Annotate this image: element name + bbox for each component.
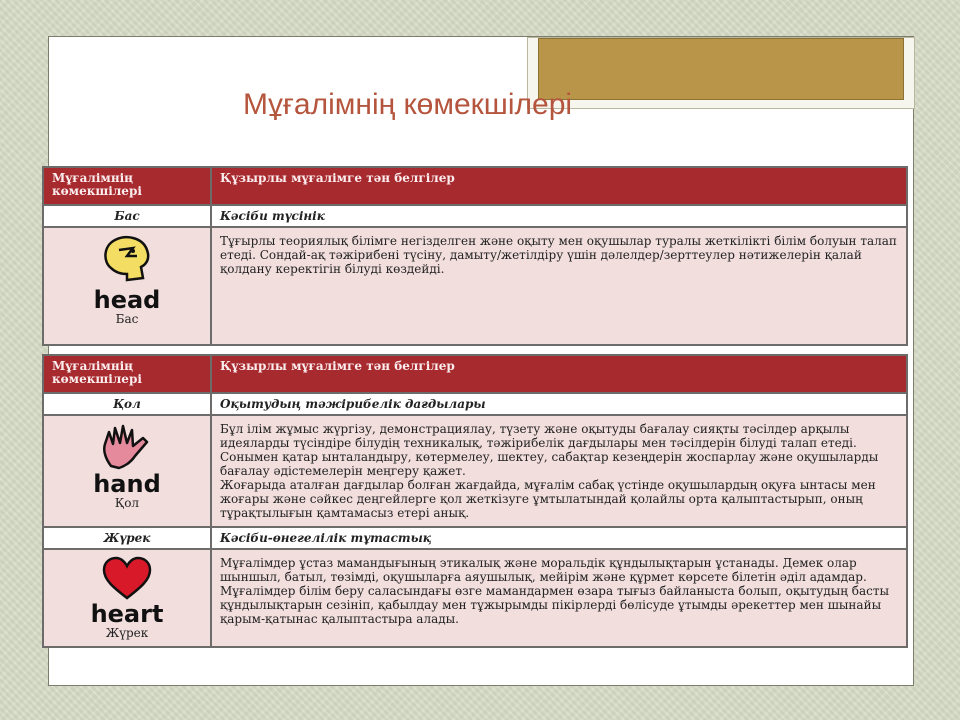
- row-label: Жүрек: [43, 527, 211, 549]
- row-heading: Кәсіби-өнегелілік тұтастық: [211, 527, 907, 549]
- table-row: [43, 393, 907, 415]
- icon-cell: [43, 415, 211, 527]
- table-row: [43, 227, 907, 345]
- header-helpers: Мұғалімнің көмекшілері: [43, 355, 211, 393]
- row-heading: Кәсіби түсінік: [211, 205, 907, 227]
- competence-table-head: [42, 166, 908, 346]
- icon-word: heart: [90, 600, 164, 628]
- icon-word: hand: [93, 470, 161, 498]
- competence-table-hand-heart: [42, 354, 908, 648]
- icon-cell: [43, 549, 211, 647]
- row-label: Қол: [43, 393, 211, 415]
- table-header-row: [43, 355, 907, 393]
- row-text: Мұғалімдер ұстаз мамандығының этикалық және моральдік құндылықтарын ұстанады. Демек олар шыншыл, батыл, төзімді, оқушыларға аяушылық, мейірім және құрмет көрсете білетін әділ адамдар. Мұғалімдер білім беру саласындағы өзге мамандармен өзара тығыз байланыста болып, оқытудың басты құндылықтарын сезініп, қабылдау мен тұжырымды пікірлерді бөлісуде ұтымды әрекеттер мен шынайы қарым-қатынас қалыптастыра алады.: [211, 549, 907, 647]
- row-text: Тұғырлы теориялық білімге негізделген және оқыту мен оқушылар туралы жеткілікті білім болуын талап етеді. Сондай-ақ тәжірибені түсіну, дамыту/жетілдіру үшін дәлелдер/зерттеулер нәтижелерін қалай қолдану керектігін білуді көздейді.: [211, 227, 907, 345]
- slide-title: Мұғалімнің көмекшілері: [243, 88, 573, 121]
- hand-icon: [97, 422, 157, 470]
- decorative-frame: [527, 37, 915, 109]
- table-row: [43, 415, 907, 527]
- decorative-gold-bar: [538, 38, 904, 100]
- row-text: Бұл ілім жұмыс жүргізу, демонстрациялау, түзету және оқытуды бағалау сияқты тәсілдер арқылы идеяларды түсіндіре білудің техникалық, тәжірибелік дағдылары мен тәсілдерін білуді талап етеді. Сонымен қатар ынталандыру, көтермелеу, шектеу, сабақтар кезеңдерін жоспарлау және оқушыларды бағалау әдістемелерін меңгеру қажет. Жоғарыда аталған дағдылар болған жағдайда, мұғалім сабақ үстінде оқушылардың оқуға ынтасы мен жоғары және сәйкес деңгейлерге қол жеткізуге ұмтылатындай қолайлы орта қалыптастырып, оның тұрақтылығын қамтамасыз етері анық.: [211, 415, 907, 527]
- header-helpers: Мұғалімнің көмекшілері: [43, 167, 211, 205]
- icon-caption: Бас: [115, 312, 139, 326]
- icon-caption: Жүрек: [105, 626, 149, 640]
- heart-icon: [100, 556, 154, 600]
- icon-word: head: [93, 286, 161, 314]
- header-signs: Құзырлы мұғалімге тән белгілер: [211, 355, 907, 393]
- header-signs: Құзырлы мұғалімге тән белгілер: [211, 167, 907, 205]
- row-label: Бас: [43, 205, 211, 227]
- table-row: [43, 527, 907, 549]
- table-row: [43, 549, 907, 647]
- table-row: [43, 205, 907, 227]
- icon-caption: Қол: [114, 496, 140, 510]
- row-heading: Оқытудың тәжірибелік дағдылары: [211, 393, 907, 415]
- table-header-row: [43, 167, 907, 205]
- icon-cell: [43, 227, 211, 345]
- head-icon: [97, 234, 157, 286]
